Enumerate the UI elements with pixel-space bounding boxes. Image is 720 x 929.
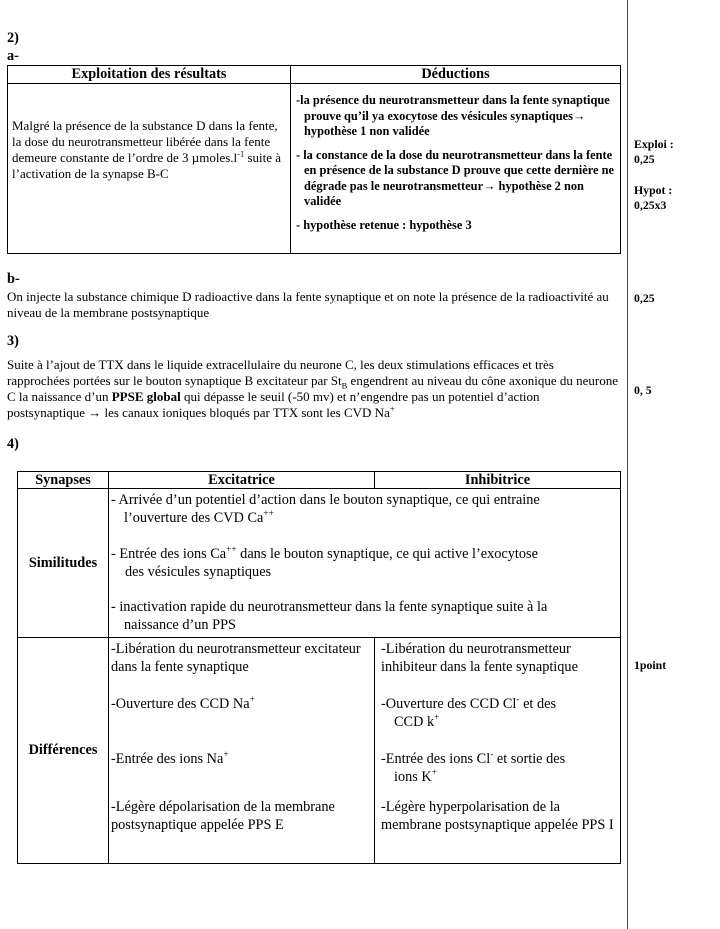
inhibitrice-3b-sup: + — [431, 768, 437, 779]
excitatrice-1: -Libération du neurotransmetteur excitateur dans la fente synaptique — [111, 641, 361, 675]
inhibitrice-2b — [381, 713, 617, 731]
part3-subscript: B — [341, 380, 348, 391]
excitatrice-4: -Légère dépolarisation de la membrane postsynaptique appelée PPS E — [111, 799, 335, 833]
similitude-3b: naissance d’un PPS — [124, 617, 236, 633]
inhibitrice-cell — [375, 638, 621, 864]
margin-part3-score: 0, 5 — [634, 383, 652, 397]
exploitation-tail: suite à l’activation de la synapse B-C — [12, 150, 282, 181]
inhibitrice-2-text: -Ouverture des CCD Cl — [381, 696, 517, 712]
similitude-1b-text: l’ouverture des CVD Ca — [124, 510, 264, 526]
exploitation-cell — [8, 84, 291, 254]
exploitation-text: Malgré la présence de la substance D dans la fente, la dose du neurotransmetteur libérée dans la fente demeure constante de l’ordre de 3 µmoles.l — [12, 118, 278, 165]
part3-number: 3) — [7, 333, 19, 349]
inhibitrice-2-sup: - — [516, 695, 520, 706]
similitude-2b: des vésicules synaptiques — [125, 564, 272, 580]
similitudes-cell — [109, 489, 621, 638]
inhibitrice-3 — [381, 750, 617, 768]
excitatrice-2-text: -Ouverture des CCD Na — [111, 696, 250, 712]
deductions-cell — [291, 84, 621, 254]
exploitation-table — [7, 65, 621, 254]
part2-sub-a: a- — [7, 48, 19, 64]
part2-sub-b: b- — [7, 271, 20, 287]
header-deductions: Déductions — [291, 66, 621, 84]
excitatrice-2 — [111, 695, 371, 713]
header-inhibitrice: Inhibitrice — [375, 472, 621, 489]
similitude-2-sup: ++ — [226, 545, 237, 556]
header-synapses: Synapses — [18, 472, 109, 489]
similitude-1: - Arrivée d’un potentiel d’action dans le bouton synaptique, ce qui entraine — [111, 492, 540, 508]
similitude-1b-sup: ++ — [263, 509, 274, 520]
margin-hypot-score: 0,25x3 — [634, 198, 667, 212]
deduction-3: - hypothèse retenue : hypothèse 3 — [296, 217, 472, 232]
inhibitrice-4: -Légère hyperpolarisation de la membrane postsynaptique appelée PPS I — [381, 799, 614, 833]
header-exploitation: Exploitation des résultats — [8, 66, 291, 84]
excitatrice-2-sup: + — [249, 695, 255, 706]
margin-b-score: 0,25 — [634, 291, 655, 305]
inhibitrice-3b-text: ions K — [394, 769, 432, 785]
similitude-2 — [111, 545, 616, 563]
part3-text — [7, 357, 619, 421]
part4-number: 4) — [7, 436, 19, 452]
similitude-2-tail: dans le bouton synaptique, ce qui active l’exocytose — [236, 546, 538, 562]
exploitation-exponent: -1 — [237, 148, 245, 159]
row-similitudes-label: Similitudes — [18, 489, 109, 638]
header-excitatrice: Excitatrice — [109, 472, 375, 489]
margin-divider — [627, 0, 628, 929]
inhibitrice-1: -Libération du neurotransmetteur inhibiteur dans la fente synaptique — [381, 641, 578, 675]
part3-superscript: + — [389, 403, 395, 414]
excitatrice-3-text: -Entrée des ions Na — [111, 751, 224, 767]
inhibitrice-2b-text: CCD k — [394, 714, 435, 730]
inhibitrice-3-tail: et sortie des — [493, 751, 566, 767]
margin-hypot-label: Hypot : — [634, 183, 673, 197]
part3-text-a: Suite à l’ajout de TTX dans le liquide extracellulaire du neurone C, les deux stimulations efficaces et très rapprochées portées sur le bouton synaptique B excitateur par St — [7, 357, 554, 388]
comparison-table — [17, 471, 621, 864]
inhibitrice-3-sup: - — [490, 750, 494, 761]
excitatrice-cell — [109, 638, 375, 864]
margin-part4-score: 1point — [634, 658, 667, 672]
excitatrice-3 — [111, 750, 371, 768]
similitude-2-text: - Entrée des ions Ca — [111, 546, 227, 562]
part2-b-text: On injecte la substance chimique D radioactive dans la fente synaptique et on note la présence de la radioactivité au niveau de la membrane postsynaptique — [7, 289, 609, 320]
part3-bold: PPSE global — [111, 389, 181, 404]
margin-exploi-score: 0,25 — [634, 152, 655, 166]
part3-text-b: engendrent au niveau du cône axonique du neurone C la naissance d’un — [7, 373, 619, 404]
margin-exploi-label: Exploi : — [634, 137, 674, 151]
inhibitrice-3b — [381, 768, 617, 786]
deduction-2: - la constance de la dose du neurotransmetteur dans la fente en présence de la substance D prouve que cette dernière ne dégrade pas le neurotransmetteur→ hypothèse 2 non validée — [296, 147, 614, 208]
deduction-1: -la présence du neurotransmetteur dans la fente synaptique prouve qu’il ya exocytose des vésicules synaptiques→ hypothèse 1 non validée — [296, 93, 610, 138]
similitude-1b — [111, 509, 616, 527]
inhibitrice-2b-sup: + — [434, 713, 440, 724]
row-differences-label: Différences — [18, 638, 109, 864]
excitatrice-3-sup: + — [223, 750, 229, 761]
inhibitrice-2-tail: et des — [519, 696, 557, 712]
part3-text-c: qui dépasse le seuil (-50 mv) et n’engendre pas un potentiel d’action postsynaptique → les canaux ioniques bloqués par TTX sont les CVD Na — [7, 389, 540, 420]
similitude-3: - inactivation rapide du neurotransmetteur dans la fente synaptique suite à la — [111, 599, 548, 615]
inhibitrice-2 — [381, 695, 617, 713]
part2-number: 2) — [7, 30, 19, 46]
inhibitrice-3-text: -Entrée des ions Cl — [381, 751, 491, 767]
